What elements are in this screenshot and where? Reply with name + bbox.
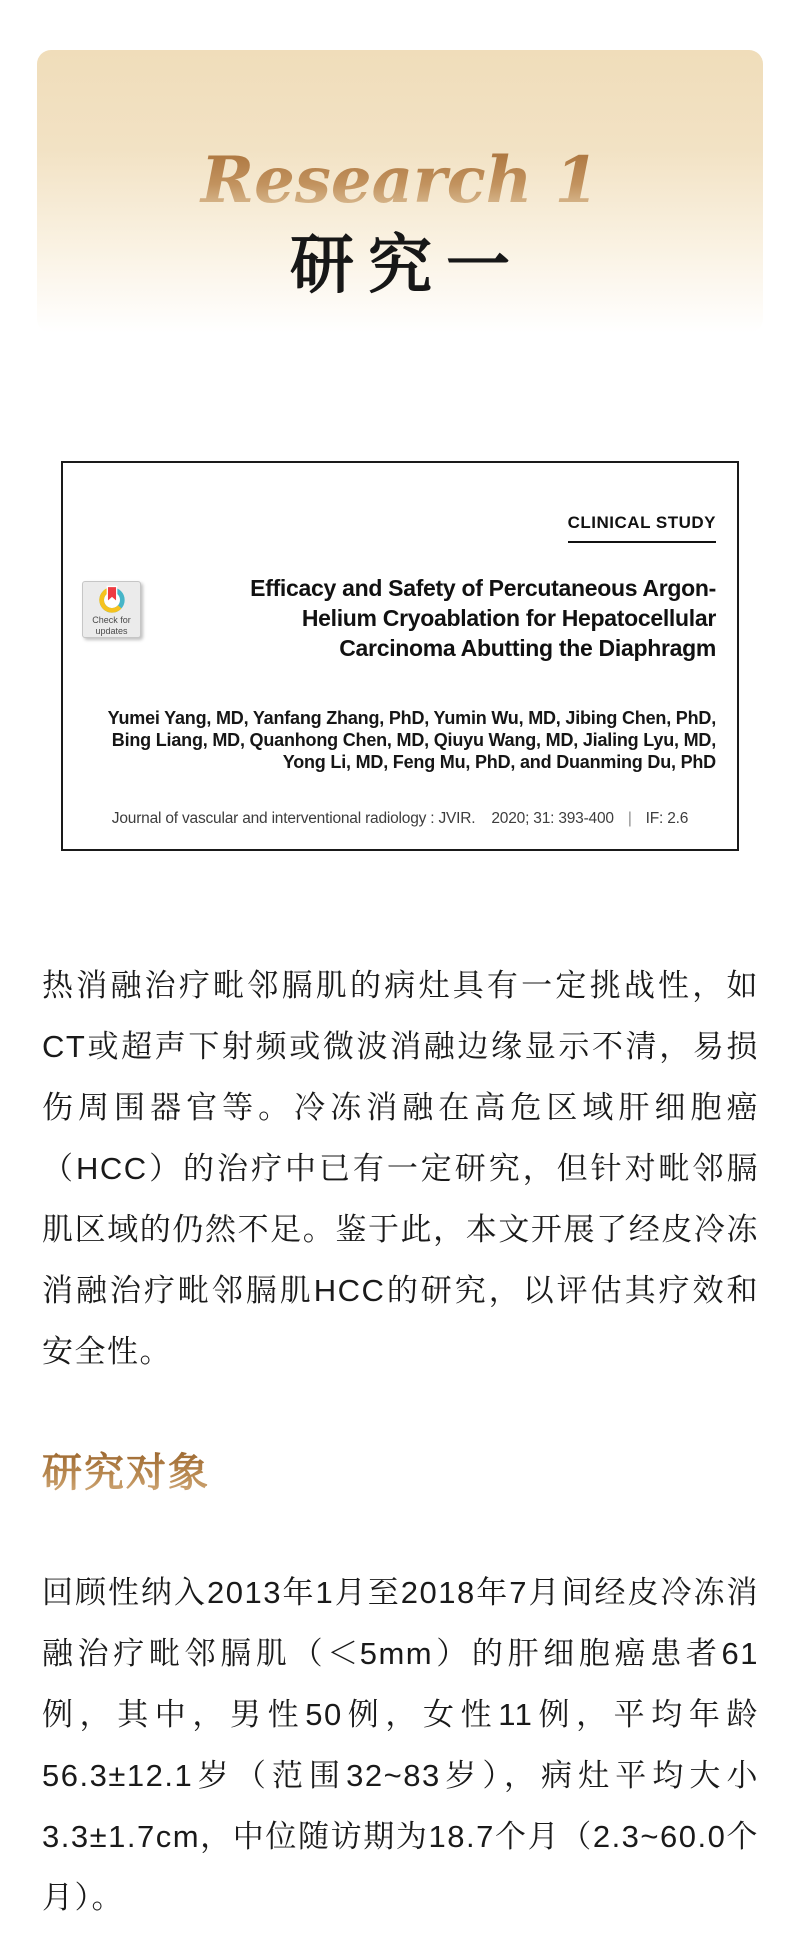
crossmark-bookmark-icon: [95, 585, 129, 615]
paper-category-label: CLINICAL STUDY: [568, 513, 716, 543]
paper-citation-card: [61, 461, 739, 851]
banner-title-en: Research 1: [37, 146, 763, 216]
subjects-paragraph: 回顾性纳入2013年1月至2018年7月间经皮冷冻消融治疗毗邻膈肌（＜5mm）的肝细胞癌患者61例，其中，男性50例，女性11例，平均年龄56.3±12.1岁（范围32~83岁），病灶平均大小3.3±1.7cm，中位随访期为18.7个月（2.3~60.0个月）。: [42, 1575, 759, 1915]
banner-title-zh: 研究一: [290, 230, 524, 301]
journal-citation: 2020; 31: 393-400: [491, 810, 614, 827]
divider-bar: |: [627, 810, 632, 827]
check-for-updates-badge[interactable]: [82, 581, 141, 638]
paper-authors: Yumei Yang, MD, Yanfang Zhang, PhD, Yumin Wu, MD, Jibing Chen, PhD, Bing Liang, MD, Quanhong Chen, MD, Qiuyu Wang, MD, Jialing Lyu, MD, Yong Li, MD, Feng Mu, PhD, and Duanming Du, PhD: [107, 708, 716, 772]
paper-title: Efficacy and Safety of Percutaneous Argon-Helium Cryoablation for Hepatocellular Carcinoma Abutting the Diaphragm: [250, 575, 716, 661]
intro-paragraph: 热消融治疗毗邻膈肌的病灶具有一定挑战性，如CT或超声下射频或微波消融边缘显示不清，易损伤周围器官等。冷冻消融在高危区域肝细胞癌（HCC）的治疗中已有一定研究，但针对毗邻膈肌区域的仍然不足。鉴于此，本文开展了经皮冷冻消融治疗毗邻膈肌HCC的研究，以评估其疗效和安全性。: [42, 968, 759, 1369]
section-heading-subjects: 研究对象: [42, 1450, 210, 1495]
header-banner: [37, 50, 763, 333]
badge-label: Check for updates: [92, 615, 131, 636]
journal-name: Journal of vascular and interventional radiology : JVIR.: [111, 810, 476, 827]
impact-factor: IF: 2.6: [645, 810, 689, 827]
journal-info-row: [63, 810, 737, 828]
